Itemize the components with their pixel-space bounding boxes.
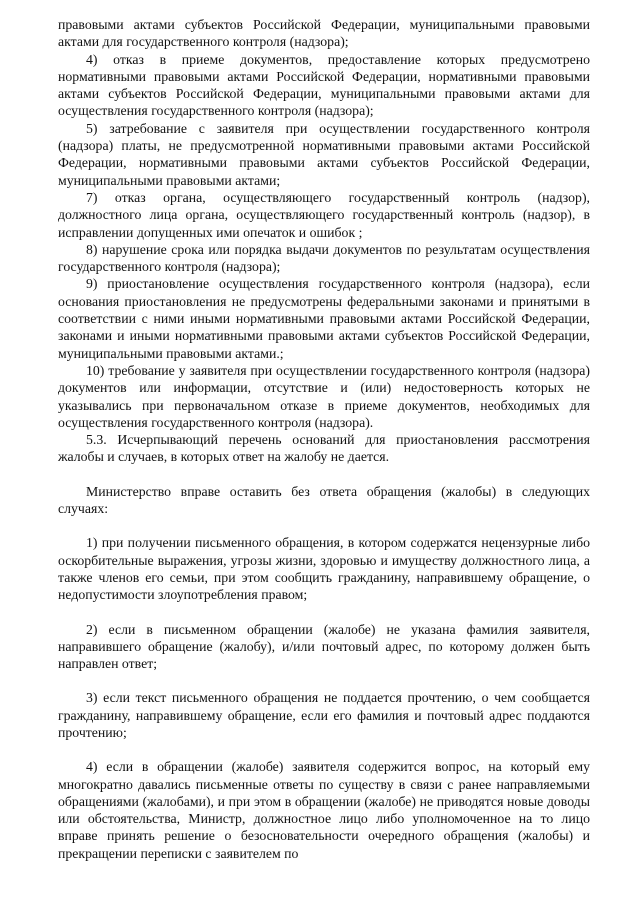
paragraph-ministry-cases-intro: Министерство вправе оставить без ответа обращения (жалобы) в следующих случаях:	[58, 483, 590, 517]
paragraph-item-10: 10) требование у заявителя при осуществлении государственного контроля (надзора) документов или информации, отсутствие и (или) недостоверность которых не указывались при первоначальном отказе в приеме документов, необходимых для осуществления государственного контроля (надзора).	[58, 362, 590, 430]
paragraph-item-8: 8) нарушение срока или порядка выдачи документов по результатам осуществления государственного контроля (надзора);	[58, 241, 590, 275]
paragraph-item-7: 7) отказ органа, осуществляющего государственный контроль (надзор), должностного лица органа, осуществляющего государственный контроль (надзор), в исправлении допущенных ими опечаток и ошибок ;	[58, 189, 590, 240]
paragraph-case-2: 2) если в письменном обращении (жалобе) не указана фамилия заявителя, направившего обращение (жалобу), и/или почтовый адрес, по которому должен быть направлен ответ;	[58, 621, 590, 672]
paragraph-case-1: 1) при получении письменного обращения, в котором содержатся нецензурные либо оскорбительные выражения, угрозы жизни, здоровью и имуществу должностного лица, а также членов его семьи, при этом сообщить гражданину, направившему обращение, о недопустимости злоупотребления правом;	[58, 535, 590, 603]
paragraph-case-3: 3) если текст письменного обращения не поддается прочтению, о чем сообщается гражданину, направившему обращение, если его фамилия и почтовый адрес поддаются прочтению;	[58, 690, 590, 740]
paragraph-item-9: 9) приостановление осуществления государственного контроля (надзора), если основания приостановления не предусмотрены федеральными законами и принятыми в соответствии с ними иными нормативными правовыми актами Российской Федерации, законами и иными нормативными правовыми актами субъектов Российской Федерации, муниципальными правовыми актами.;	[58, 276, 590, 361]
paragraph-case-4: 4) если в обращении (жалобе) заявителя содержится вопрос, на который ему многократно давались письменные ответы по существу в связи с ранее направляемыми обращениями (жалобами), и при этом в обращении (жалобе) не приводятся новые доводы или обстоятельства, Министр, должностное лицо либо уполномоченное на то лицо вправе принять решение о безосновательности очередного обращения (жалобы) и прекращении переписки с заявителем по	[58, 759, 590, 861]
paragraph-section-5-3: 5.3. Исчерпывающий перечень оснований для приостановления рассмотрения жалобы и случаев, в которых ответ на жалобу не дается.	[58, 432, 590, 465]
paragraph-continuation: правовыми актами субъектов Российской Федерации, муниципальными правовыми актами для государственного контроля (надзора);	[58, 17, 590, 50]
paragraph-item-5: 5) затребование с заявителя при осуществлении государственного контроля (надзора) платы, не предусмотренной нормативными правовыми актами Российской Федерации, нормативными правовыми актами субъектов Российской Федерации, муниципальными правовыми актами;	[58, 120, 590, 188]
paragraph-item-4: 4) отказ в приеме документов, предоставление которых предусмотрено нормативными правовыми актами Российской Федерации, нормативными правовыми актами субъектов Российской Федерации, муниципальными правовыми актами для осуществления государственного контроля (надзора);	[58, 51, 590, 119]
